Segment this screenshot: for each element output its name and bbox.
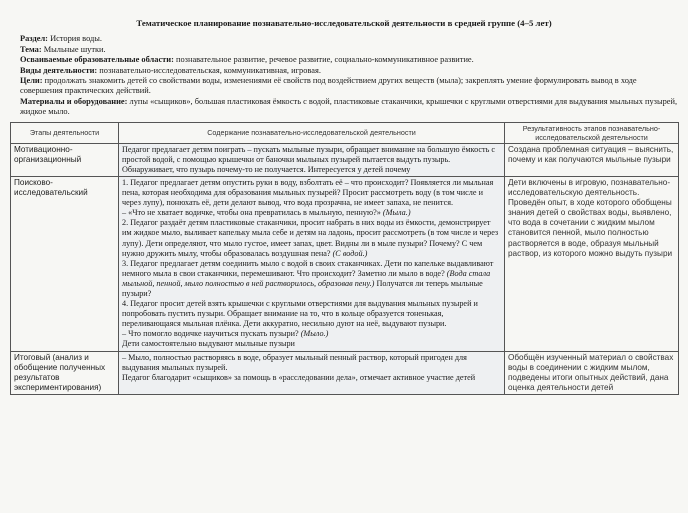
stage-cell: Поисково-исследовательский xyxy=(11,176,119,351)
stage-cell: Мотивационно-организационный xyxy=(11,143,119,176)
materials-label: Материалы и оборудование: xyxy=(20,96,128,106)
step-2-body: 2. Педагог раздаёт детям пластиковые стаканчики, просит набрать в них воды из ёмкости, демонстрирует им жидкое мыло, выливает капельку мыла себе и детям на ладонь, просит рассмотреть (в том числе и через лупу). Дети определяют, что мыло густое, имеет запах, цвет. Видны ли в мыле пузыри? Почему? С чем нужно дружить мылу, чтобы образовалась воздушная пена? xyxy=(122,218,499,258)
planning-table xyxy=(10,122,679,395)
goals-value: продолжать знакомить детей со свойствами воды, изменениями её свойств под воздействием других веществ (мыла); закреплять умение формулировать вывод в ходе совершения практических действий. xyxy=(20,76,637,96)
areas-value: познавательное развитие, речевое развитие, социально-коммуникативное развитие. xyxy=(175,55,474,65)
meta-goals xyxy=(20,76,678,97)
step-4-closing: Дети самостоятельно выдувают мыльные пузыри xyxy=(122,339,295,349)
step-3-answer: (Вода стала мыльной, пенной, мыло полностью в ней растворилось, образовав пену.) xyxy=(122,268,491,288)
meta-section xyxy=(20,34,678,44)
summary-conclusion: – Мыло, полностью растворяясь в воде, образует мыльный пенный раствор, который пригоден для выдувания мыльных пузырей. xyxy=(122,352,467,372)
content-cell xyxy=(119,351,505,394)
page-title: Тематическое планирование познавательно-исследовательской деятельности в средней группе (4–5 лет) xyxy=(136,18,552,28)
result-cell: Обобщён изученный материал о свойствах воды в соединении с жидким мылом, подведены итоги опытных действий, дана оценка деятельности детей xyxy=(505,351,679,394)
step-3-body: 3. Педагог предлагает детям соединить мыло с водой в своих стаканчиках. Дети по капельке выдавливают немного мыла в свои стаканчики, перемешивают. Что происходит? Заметно ли мыло в воде? xyxy=(122,258,494,278)
step-1-answer: (Мыла.) xyxy=(382,208,411,218)
theme-value: Мыльные шутки. xyxy=(43,44,106,54)
header-stages: Этапы деятельности xyxy=(11,122,119,143)
step-3-question: Получатся ли теперь мыльные пузыри? xyxy=(122,278,483,298)
table-header-row xyxy=(11,122,679,143)
header-results: Результативность этапов познавательно-исследовательской деятельности xyxy=(505,122,679,143)
table-row xyxy=(11,143,679,176)
step-1-text: 1. Педагог предлагает детям опустить руки в воду, взболтать её – что происходит? Появляется ли мыльная пена, которая необходима для образования мыльных пузырей? Просит рассмотреть воду (в том числе и через лупу), понюхать её, дети делают вывод, что вода прозрачна, не имеет запаха, не пенится. xyxy=(122,177,494,208)
result-cell: Создана проблемная ситуация – выяснить, почему и как получаются мыльные пузыри xyxy=(505,143,679,176)
header-content: Содержание познавательно-исследовательской деятельности xyxy=(119,122,505,143)
stage-cell: Итоговый (анализ и обобщение полученных результатов экспериментирования) xyxy=(11,351,119,394)
step-4-question-text: – Что помогло водичке научиться пускать пузыри? xyxy=(122,329,299,339)
summary-thanks: Педагог благодарит «сыщиков» за помощь в «расследовании дела», отмечает активное участие детей xyxy=(122,372,476,382)
step-1-question xyxy=(122,208,501,218)
content-paragraph: Педагог предлагает детям поиграть – пускать мыльные пузыри, обращает внимание на большую ёмкость с простой водой, с помощью крышечки от баночки мыльных пузырей пытается выдуть пузырь. Обнаруживает, что пузырь почему-то не получается. Интересуется у детей почему xyxy=(122,144,496,174)
meta-theme xyxy=(20,45,678,55)
step-2-text xyxy=(122,218,501,258)
section-label: Раздел: xyxy=(20,34,48,44)
content-cell xyxy=(119,176,505,351)
step-4-text: 4. Педагог просит детей взять крышечки с круглыми отверстиями для выдувания мыльных пузырей и попробовать пустить пузыри. Обращает внимание на то, что в кольце образуется тоненькая, переливающаяся мыльная плёнка. Дети аккуратно, несильно дуют на неё, выдувают пузыри. xyxy=(122,299,478,329)
table-row xyxy=(11,351,679,394)
table-row xyxy=(11,176,679,351)
materials-value: лупы «сыщиков», большая пластиковая ёмкость с водой, пластиковые стаканчики, крышечки с круглыми отверстиями для выдувания мыльных пузырей, жидкое мыло. xyxy=(20,96,678,117)
meta-areas xyxy=(20,55,678,65)
step-4-question xyxy=(122,329,501,339)
step-1-question-text: – «Что не хватает водичке, чтобы она превратилась в мыльную, пенную?» xyxy=(122,208,381,218)
areas-label: Осваиваемые образовательные области: xyxy=(20,55,174,65)
activity-value: познавательно-исследовательская, коммуникативная, игровая. xyxy=(99,65,321,75)
result-cell: Дети включены в игровую, познавательно-исследовательскую деятельность. Проведён опыт, в ходе которого обобщены знания детей о свойствах воды, выявлено, что вода в сочетании с жидким мылом становится пенной, мыло полностью растворяется в воде, образуя мыльный раствор, из которого можно выдуть пузыри xyxy=(505,176,679,351)
step-2-answer: (С водой.) xyxy=(332,248,368,258)
section-value: История воды. xyxy=(50,34,103,44)
content-cell xyxy=(119,143,505,176)
activity-label: Виды деятельности: xyxy=(20,65,98,75)
meta-activity xyxy=(20,66,678,76)
step-4-answer: (Мыло.) xyxy=(300,329,329,339)
step-3-text xyxy=(122,259,501,299)
goals-label: Цели: xyxy=(20,76,43,86)
theme-label: Тема: xyxy=(20,44,42,54)
meta-materials xyxy=(20,97,678,118)
